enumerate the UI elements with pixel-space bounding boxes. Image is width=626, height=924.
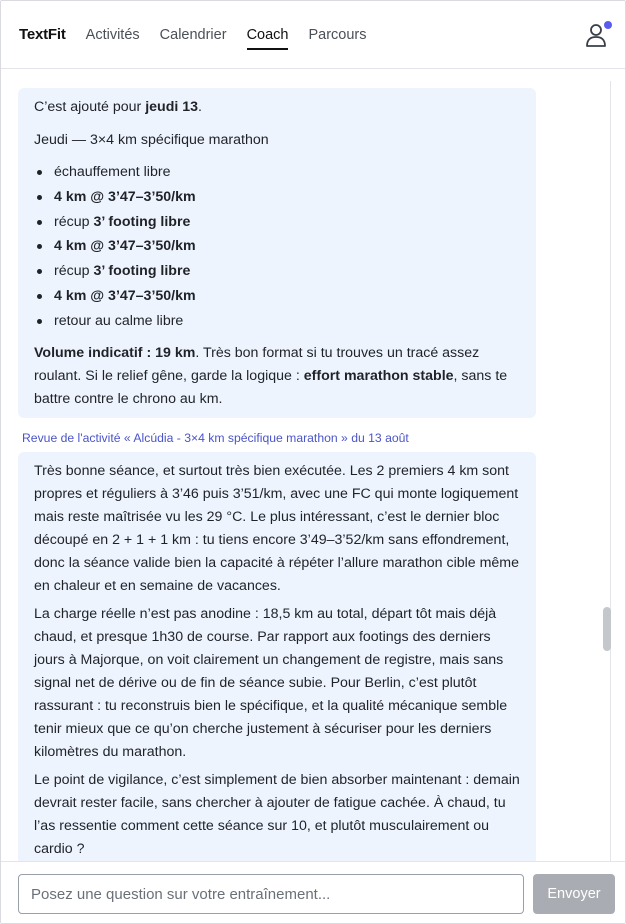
nav-calendrier[interactable]: Calendrier xyxy=(159,26,227,43)
list-item: échauffement libre xyxy=(34,160,520,185)
message-line: C’est ajouté pour jeudi 13. xyxy=(34,99,202,115)
nav-coach[interactable]: Coach xyxy=(247,23,289,47)
list-item: 4 km @ 3’47–3’50/km xyxy=(34,234,520,259)
activity-review-link[interactable]: Revue de l'activité « Alcúdia - 3×4 km spécifique marathon » du 13 août xyxy=(22,431,409,445)
session-summary: Volume indicatif : 19 km. Très bon format si tu trouves un tracé assez roulant. Si le relief gêne, garde la logique : effort marathon stable, sans te battre contre le chrono au km. xyxy=(34,344,508,407)
list-item: 4 km @ 3’47–3’50/km xyxy=(34,185,520,210)
list-item: 4 km @ 3’47–3’50/km xyxy=(34,284,520,309)
coach-message xyxy=(18,88,536,418)
message-input[interactable] xyxy=(18,874,524,914)
send-button[interactable]: Envoyer xyxy=(533,874,615,914)
main-nav xyxy=(86,23,387,47)
nav-activites[interactable]: Activités xyxy=(85,26,140,43)
message-paragraph: La charge réelle n’est pas anodine : 18,5 km au total, départ tôt mais déjà chaud, et presque 1h30 de course. Par rapport aux footings des derniers jours à Majorque, on voit clairement un changement de registre, mais sans signal net de dérive ou de fin de séance subie. Pour Berlin, c’est plutôt rassurant : tu reconstruis bien le spécifique, et la qualité mécanique semble tenir mieux que ce qu’on cherche justement à sécuriser pour les derniers kilomètres du marathon. xyxy=(34,606,508,760)
scrollbar-track[interactable] xyxy=(610,81,611,861)
coach-message xyxy=(18,452,536,861)
notification-dot xyxy=(604,21,612,29)
list-item: récup 3’ footing libre xyxy=(34,210,520,235)
message-paragraph: Le point de vigilance, c’est simplement de bien absorber maintenant : demain devrait rester facile, sans chercher à ajouter de fatigue cachée. À chaud, tu l’as ressentie comment cette séance sur 10, et plutôt musculairement ou cardio ? xyxy=(34,772,520,857)
nav-parcours[interactable]: Parcours xyxy=(308,26,367,43)
list-item: retour au calme libre xyxy=(34,309,520,334)
session-steps-list xyxy=(34,160,520,334)
top-nav-bar xyxy=(1,1,626,69)
session-title: Jeudi — 3×4 km spécifique marathon xyxy=(34,132,269,148)
message-paragraph: Très bonne séance, et surtout très bien exécutée. Les 2 premiers 4 km sont propres et réguliers à 3’46 puis 3’51/km, avec une FC qui monte logiquement mais reste maîtrisée vu les 29 °C. Le plus intéressant, c’est le dernier bloc découpé en 2 + 1 + 1 km : tu tiens encore 3’49–3’52/km sans effondrement, donc la séance valide bien la capacité à répéter l’allure marathon cible même en chaleur et en semaine de vacances. xyxy=(34,463,520,594)
user-menu-button[interactable] xyxy=(585,23,609,49)
scrollbar-thumb[interactable] xyxy=(603,607,611,651)
list-item: récup 3’ footing libre xyxy=(34,259,520,284)
brand-logo[interactable]: TextFit xyxy=(19,26,66,43)
composer-bar xyxy=(1,861,626,924)
chat-thread xyxy=(1,69,626,861)
